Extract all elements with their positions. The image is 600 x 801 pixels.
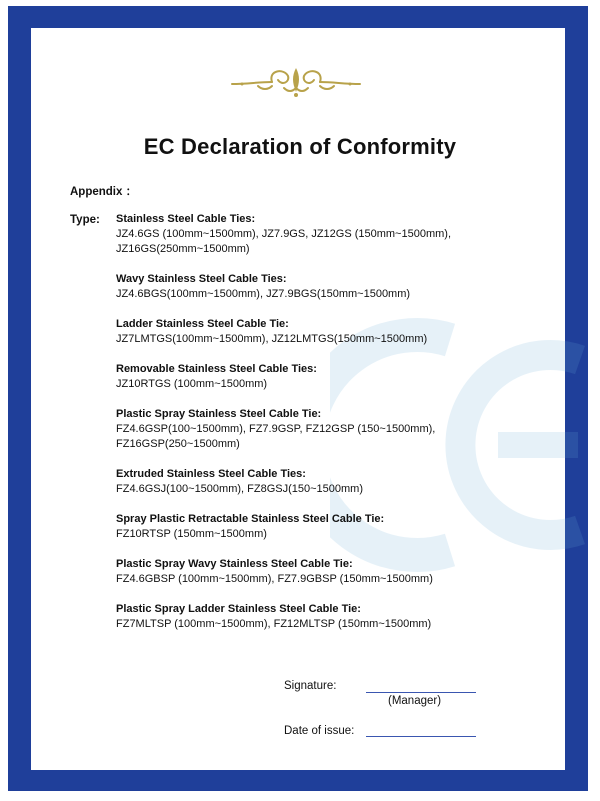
item-models: FZ4.6GBSP (100mm~1500mm), FZ7.9GBSP (150mm~1500mm) [116,573,433,585]
list-item [116,407,516,452]
list-item [116,512,516,542]
page-title: EC Declaration of Conformity [143,134,457,159]
date-of-issue-label: Date of issue: [284,725,355,737]
signature-line [366,692,476,693]
item-title: Spray Plastic Retractable Stainless Steel Cable Tie: [116,513,385,525]
item-title: Extruded Stainless Steel Cable Ties: [116,468,306,480]
item-title: Plastic Spray Wavy Stainless Steel Cable Tie: [116,558,353,570]
list-item [116,272,516,302]
type-label: Type: [70,214,100,226]
item-title: Removable Stainless Steel Cable Ties: [116,363,317,375]
signature-label: Signature: [284,680,337,692]
list-item [116,362,516,392]
item-title: Ladder Stainless Steel Cable Tie: [116,318,289,330]
item-models: FZ7MLTSP (100mm~1500mm), FZ12MLTSP (150mm~1500mm) [116,618,432,630]
list-item [116,602,516,632]
item-models: FZ4.6GSJ(100~1500mm), FZ8GSJ(150~1500mm) [116,483,363,495]
item-title: Wavy Stainless Steel Cable Ties: [116,273,287,285]
list-item [116,317,516,347]
item-models: JZ7LMTGS(100mm~1500mm), JZ12LMTGS(150mm~1500mm) [116,333,428,345]
item-models: FZ10RTSP (150mm~1500mm) [116,528,267,540]
item-title: Plastic Spray Ladder Stainless Steel Cable Tie: [116,603,361,615]
manager-label: (Manager) [388,695,442,707]
item-models: JZ10RTGS (100mm~1500mm) [116,378,268,390]
item-title: Stainless Steel Cable Ties: [116,213,256,225]
list-item [116,557,516,587]
date-line [366,736,476,737]
item-models: JZ4.6BGS(100mm~1500mm), JZ7.9BGS(150mm~1500mm) [116,288,411,300]
item-models: FZ4.6GSP(100~1500mm), FZ7.9GSP, FZ12GSP (150~1500mm), FZ16GSP(250~1500mm) [116,423,436,450]
ornament-icon [228,62,364,100]
list-item [116,467,516,497]
item-models: JZ4.6GS (100mm~1500mm), JZ7.9GS, JZ12GS (150mm~1500mm), JZ16GS(250mm~1500mm) [116,228,452,255]
appendix-label: Appendix ： [70,186,138,198]
item-title: Plastic Spray Stainless Steel Cable Tie: [116,408,322,420]
product-type-list [116,212,516,647]
list-item [116,212,516,257]
